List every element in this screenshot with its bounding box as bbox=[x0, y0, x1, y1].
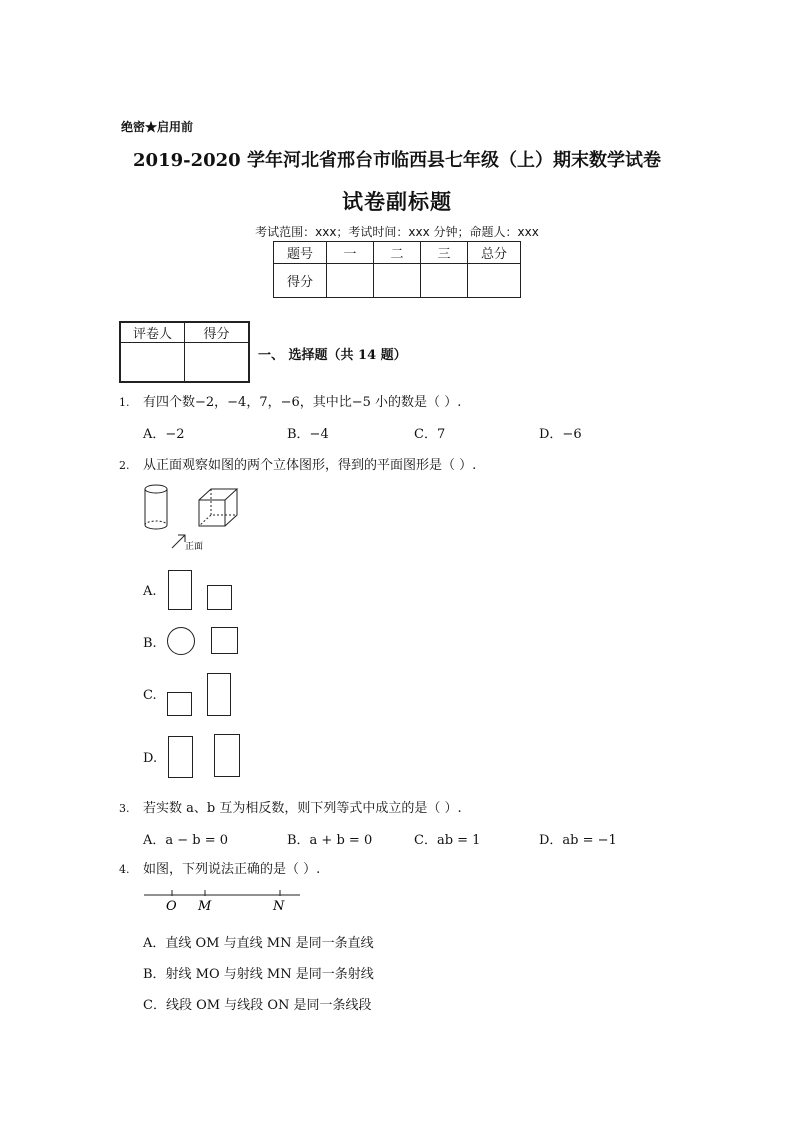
grader-cell[interactable] bbox=[185, 343, 250, 383]
square-shape bbox=[211, 627, 238, 654]
option-b[interactable]: B．a + b = 0 bbox=[287, 833, 373, 848]
section-title: 一、 选择题（共 14 题） bbox=[258, 348, 407, 363]
option-c[interactable]: C．ab = 1 bbox=[414, 833, 481, 848]
question-text: 如图，下列说法正确的是（ ）. bbox=[143, 862, 321, 877]
question-number: 2. bbox=[119, 459, 130, 472]
tall-rectangle-shape bbox=[168, 736, 193, 778]
score-cell[interactable] bbox=[327, 264, 374, 298]
point-label-m: M bbox=[198, 899, 212, 914]
question-text: 从正面观察如图的两个立体图形，得到的平面图形是（ ）. bbox=[143, 458, 477, 473]
exam-title: 2019-2020 学年河北省邢台市临西县七年级（上）期末数学试卷 bbox=[133, 150, 661, 171]
option-d[interactable]: D. bbox=[143, 751, 158, 766]
option-c[interactable]: C．线段 OM 与线段 ON 是同一条线段 bbox=[143, 998, 372, 1013]
score-header-cell: 题号 bbox=[274, 242, 327, 264]
option-b[interactable]: B. bbox=[143, 636, 157, 651]
line-diagram bbox=[140, 886, 305, 916]
square-shape bbox=[167, 692, 192, 716]
question-number: 3. bbox=[119, 802, 130, 815]
question-1 bbox=[119, 391, 461, 410]
question-text: 若实数 a、b 互为相反数，则下列等式中成立的是（ ）. bbox=[143, 801, 462, 816]
secret-label: 绝密★启用前 bbox=[121, 120, 194, 134]
score-header-cell: 一 bbox=[327, 242, 374, 264]
grader-header-cell: 评卷人 bbox=[120, 322, 185, 343]
option-c[interactable]: C．7 bbox=[414, 427, 446, 442]
question-4 bbox=[119, 858, 320, 877]
option-a[interactable]: A．a − b = 0 bbox=[143, 833, 229, 848]
question-3 bbox=[119, 797, 462, 816]
cylinder-bottom bbox=[145, 525, 167, 529]
grader-cell[interactable] bbox=[120, 343, 185, 383]
front-view-label: 正面 bbox=[185, 542, 204, 552]
score-table bbox=[273, 241, 521, 298]
score-header-cell: 三 bbox=[421, 242, 468, 264]
square-shape bbox=[207, 585, 232, 610]
exam-subtitle: 试卷副标题 bbox=[342, 189, 452, 214]
cylinder-top bbox=[145, 485, 167, 493]
score-row-label: 得分 bbox=[274, 264, 327, 298]
question-number: 1. bbox=[119, 396, 130, 409]
question-2 bbox=[119, 454, 476, 473]
point-label-n: N bbox=[273, 899, 285, 914]
solid-figures-diagram bbox=[140, 480, 250, 556]
circle-shape bbox=[167, 627, 195, 655]
tall-rectangle-shape bbox=[214, 734, 240, 777]
option-a[interactable]: A．−2 bbox=[143, 427, 185, 442]
score-cell[interactable] bbox=[421, 264, 468, 298]
tall-rectangle-shape bbox=[168, 570, 192, 610]
grader-header-cell: 得分 bbox=[185, 322, 250, 343]
score-cell[interactable] bbox=[374, 264, 421, 298]
score-header-cell: 总分 bbox=[468, 242, 521, 264]
view-arrow bbox=[172, 535, 185, 548]
score-cell[interactable] bbox=[468, 264, 521, 298]
grader-table bbox=[119, 321, 250, 383]
point-label-o: O bbox=[166, 899, 177, 914]
cube-hidden-edge bbox=[199, 515, 211, 526]
option-d[interactable]: D．ab = −1 bbox=[539, 833, 617, 848]
tall-rectangle-shape bbox=[207, 673, 231, 716]
option-b[interactable]: B．−4 bbox=[287, 427, 329, 442]
option-a[interactable]: A. bbox=[143, 584, 157, 599]
option-d[interactable]: D．−6 bbox=[539, 427, 582, 442]
option-c[interactable]: C. bbox=[143, 688, 157, 703]
question-text: 有四个数−2，−4，7，−6，其中比−5 小的数是（ ）. bbox=[143, 395, 462, 410]
question-number: 4. bbox=[119, 863, 130, 876]
score-header-cell: 二 bbox=[374, 242, 421, 264]
exam-info: 考试范围：xxx；考试时间：xxx 分钟；命题人：xxx bbox=[255, 225, 539, 239]
cube-front bbox=[199, 500, 225, 526]
option-b[interactable]: B．射线 MO 与射线 MN 是同一条射线 bbox=[143, 967, 374, 982]
option-a[interactable]: A．直线 OM 与直线 MN 是同一条直线 bbox=[143, 936, 374, 951]
cube-top bbox=[199, 489, 237, 500]
cylinder-bottom-hidden bbox=[145, 521, 167, 525]
